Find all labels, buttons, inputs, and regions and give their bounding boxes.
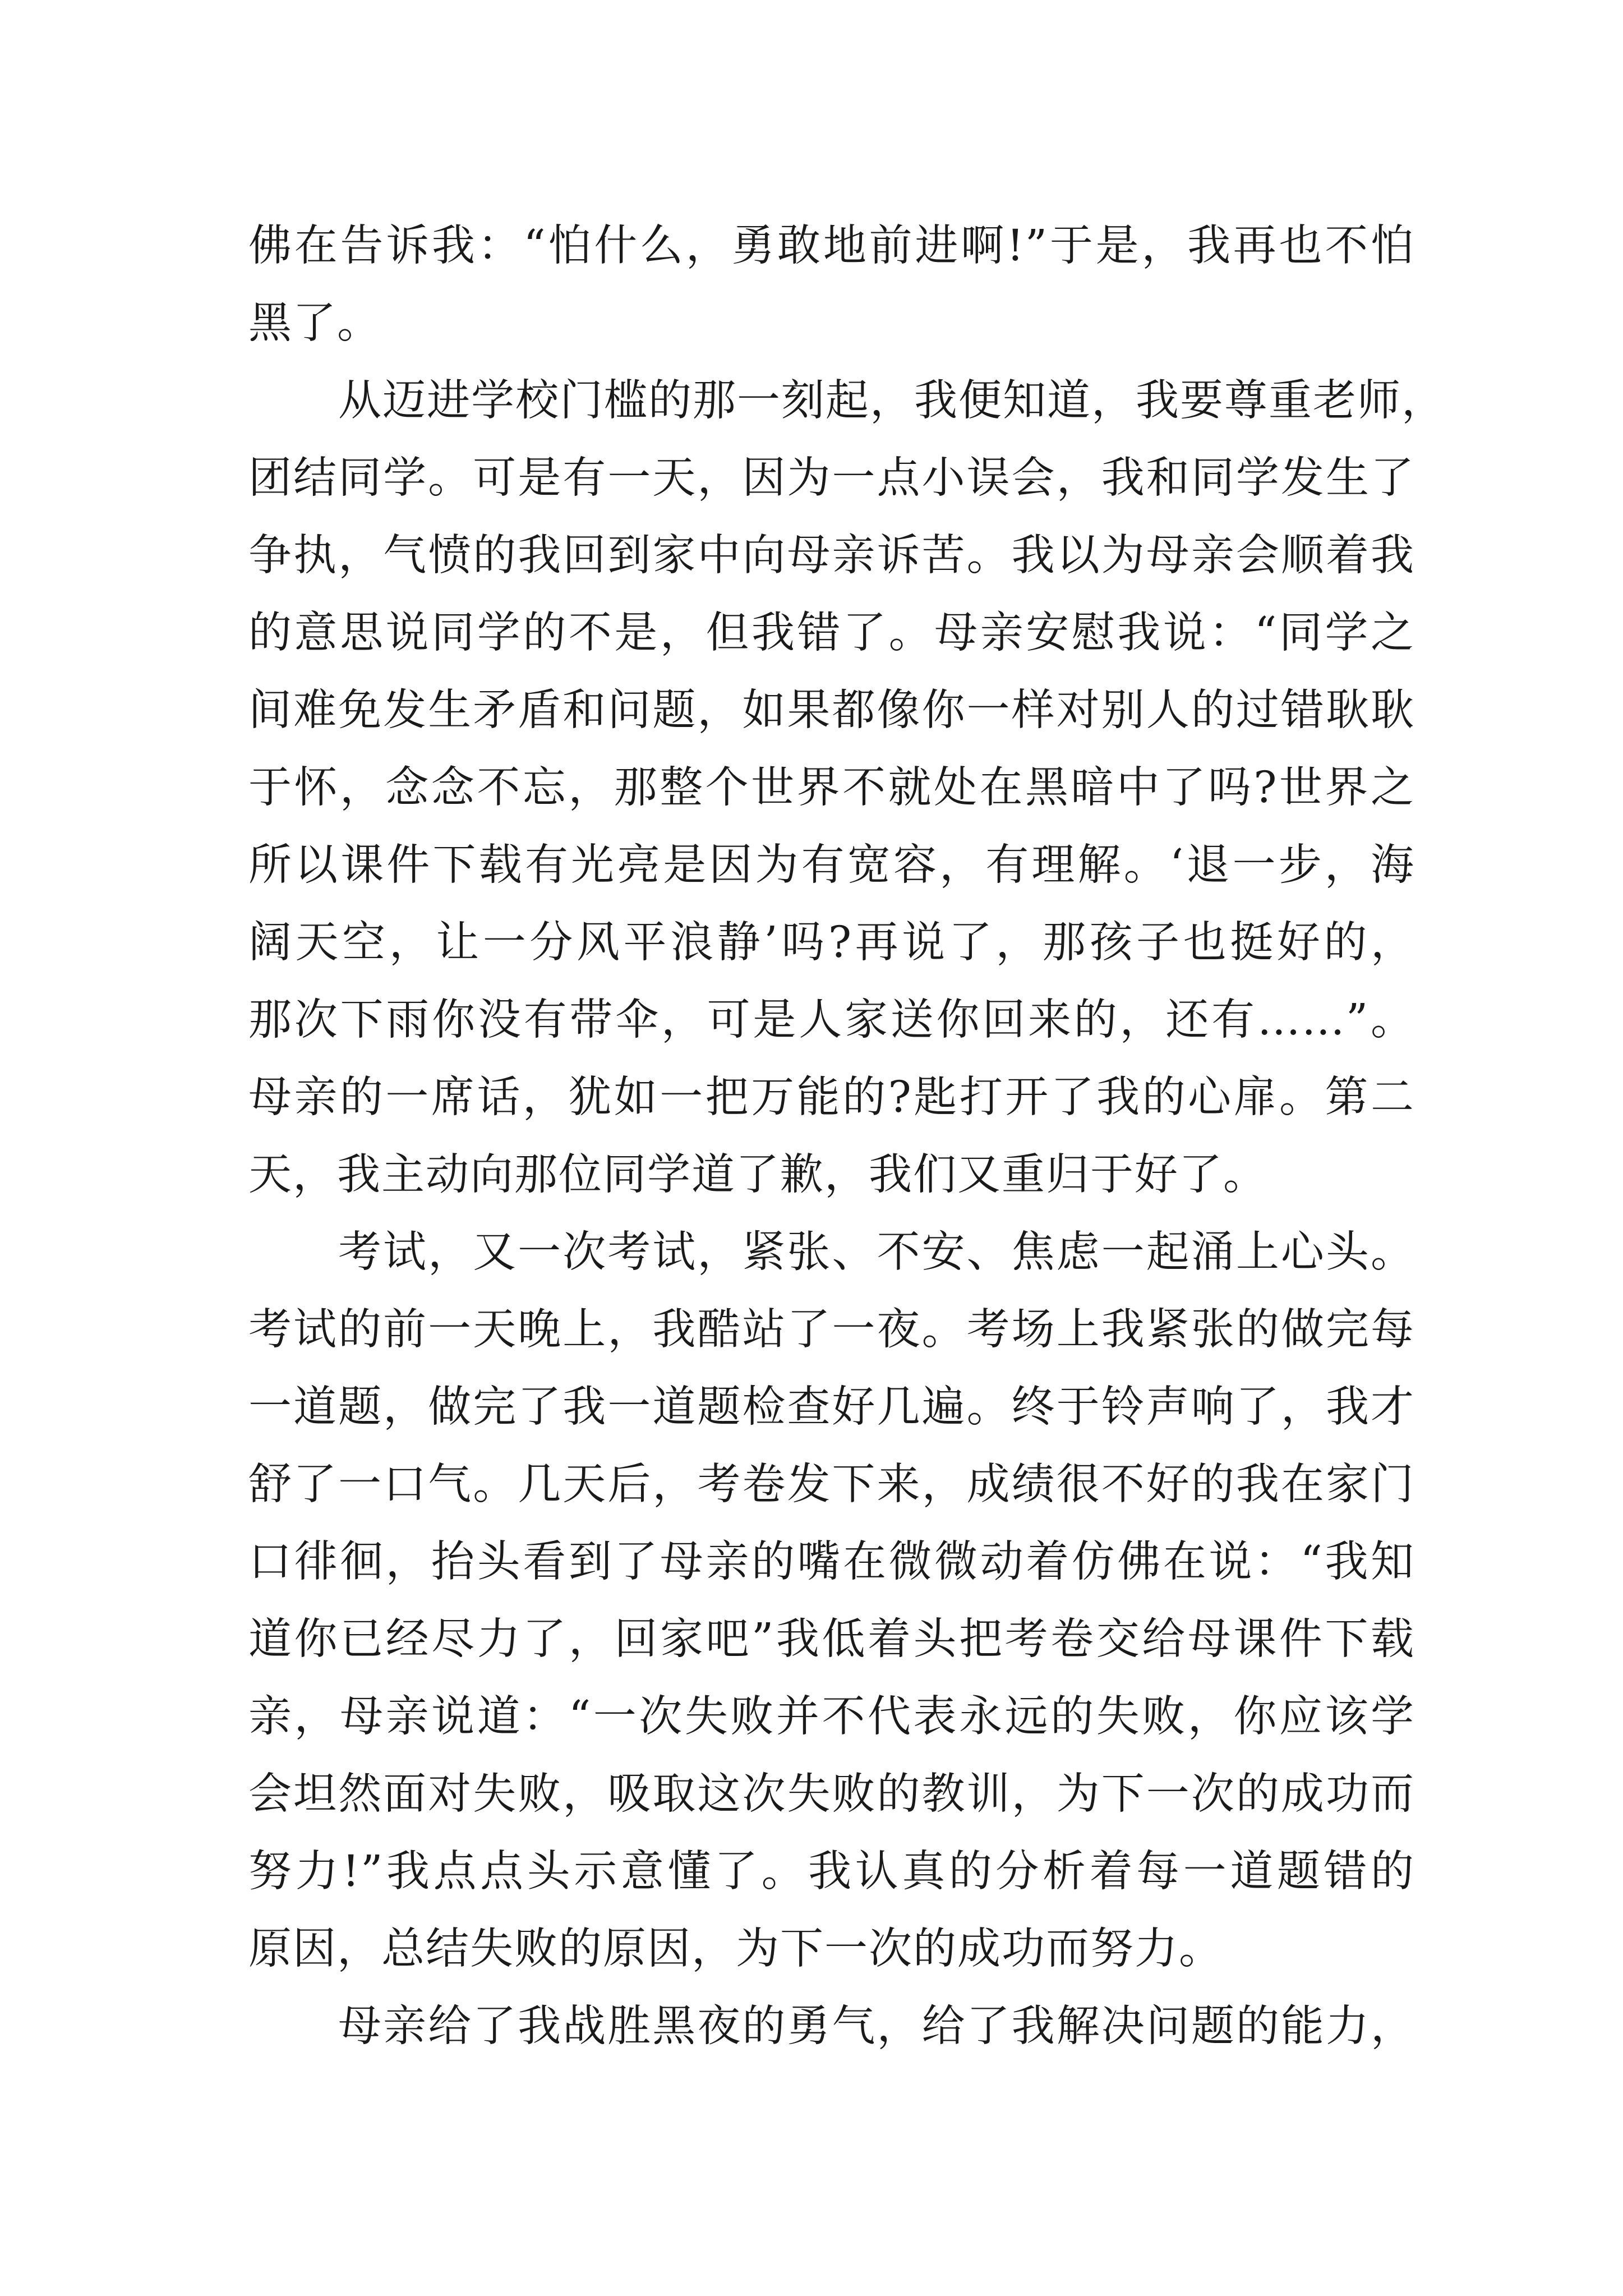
text-line: 原因，总结失败的原因，为下一次的成功而努力。: [248, 1924, 1223, 1974]
text-line: 口徘徊，抬头看到了母亲的嘴在微微动着仿佛在说：“我知: [248, 1537, 1415, 1587]
text-line: 一道题，做完了我一道题检查好几遍。终于铃声响了，我才: [248, 1382, 1415, 1432]
paragraph-first-line: 考试，又一次考试，紧张、不安、焦虑一起涌上心头。: [338, 1227, 1415, 1277]
text-line: 道你已经尽力了，回家吧”我低着头把考卷交给母课件下载: [248, 1614, 1415, 1664]
text-line: 舒了一口气。几天后，考卷发下来，成绩很不好的我在家门: [248, 1460, 1415, 1510]
text-line: 间难免发生矛盾和问题，如果都像你一样对别人的过错耿耿: [248, 685, 1415, 735]
text-line: 争执，气愤的我回到家中向母亲诉苦。我以为母亲会顺着我: [248, 531, 1415, 581]
text-line: 于怀，念念不忘，那整个世界不就处在黑暗中了吗?世界之: [248, 763, 1415, 813]
text-line: 那次下雨你没有带伞，可是人家送你回来的，还有……”。: [248, 995, 1415, 1045]
text-line: 考试的前一天晚上，我酷站了一夜。考场上我紧张的做完每: [248, 1305, 1415, 1355]
text-line: 的意思说同学的不是，但我错了。母亲安慰我说：“同学之: [248, 608, 1415, 658]
essay-text-body: [248, 208, 1446, 2065]
text-line: 佛在告诉我：“怕什么，勇敢地前进啊!”于是，我再也不怕: [248, 221, 1415, 271]
text-line: 天，我主动向那位同学道了歉，我们又重归于好了。: [248, 1150, 1267, 1200]
paragraph-first-line: 从迈进学校门槛的那一刻起，我便知道，我要尊重老师，: [338, 376, 1446, 426]
text-line: 会坦然面对失败，吸取这次失败的教训，为下一次的成功而: [248, 1769, 1415, 1819]
text-line: 阔天空，让一分风平浪静’吗?再说了，那孩子也挺好的，: [248, 918, 1415, 968]
paragraph-first-line: 母亲给了我战胜黑夜的勇气，给了我解决问题的能力，: [338, 2001, 1415, 2051]
text-line: 亲，母亲说道：“一次失败并不代表永远的失败，你应该学: [248, 1692, 1415, 1742]
text-line: 黑了。: [248, 298, 381, 348]
text-line: 团结同学。可是有一天，因为一点小误会，我和同学发生了: [248, 453, 1415, 503]
text-line: 母亲的一席话，犹如一把万能的?匙打开了我的心扉。第二: [248, 1073, 1415, 1122]
text-line: 所以课件下载有光亮是因为有宽容，有理解。‘退一步，海: [248, 840, 1415, 890]
text-line: 努力!”我点点头示意懂了。我认真的分析着每一道题错的: [248, 1847, 1415, 1897]
